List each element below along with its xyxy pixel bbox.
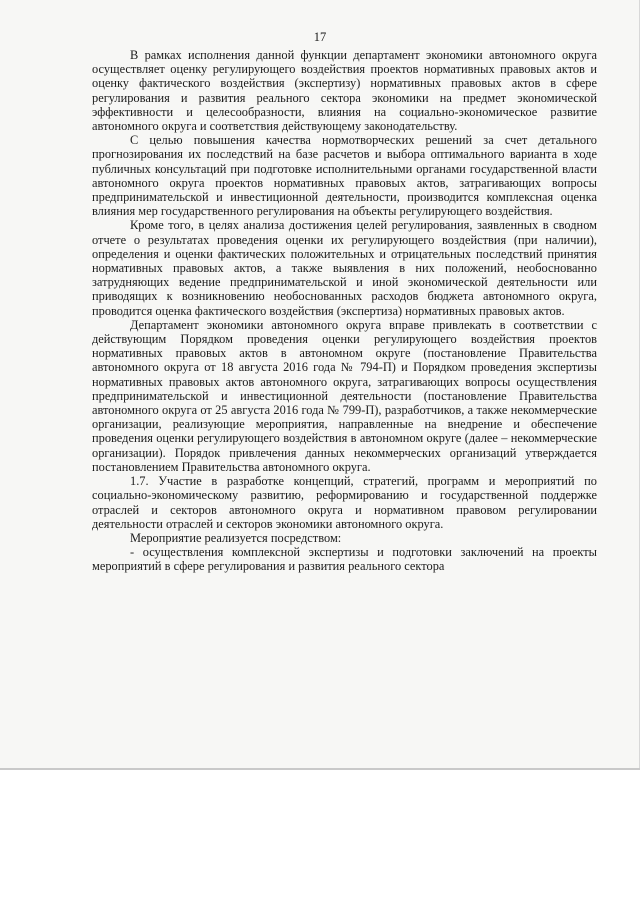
page-number: 17 [313,30,327,44]
paragraph-6: Мероприятие реализуется посредством: [130,530,342,545]
paragraph-2: С целью повышения качества нормотворческих решений за счет детального прогнозирования их последствий на базе расчетов и выбора оптимального варианта в ходе публичных консультаций при подготовке исполнительными органами государственной власти автономного округа проектов нормативных правовых актов, затрагивающих вопросы предпринимательской и инвестиционной деятельности, производится комплексная оценка влияния мер государственного регулирования на объекты регулирующего воздействия. [92,133,597,219]
paragraph-7: - осуществления комплексной экспертизы и подготовки заключений на проекты мероприятий в сфере регулирования и развития реального сектора [92,545,597,574]
paragraph-4: Департамент экономики автономного округа вправе привлекать в соответствии с действующим Порядком проведения оценки регулирующего воздействия проектов нормативных правовых актов в автономном округе (постановление Правительства автономного округа от 18 августа 2016 года № 794-П) и Порядком проведения экспертизы нормативных правовых актов автономного округа, затрагивающих вопросы осуществления предпринимательской и инвестиционной деятельности (постановление Правительства автономного округа от 25 августа 2016 года № 799-П), разработчиков, а также некоммерческие организации, реализующие мероприятия, направленные на внедрение и обеспечение проведения оценки регулирующего воздействия в автономном округе (далее – некоммерческие организации). Порядок привлечения данных некоммерческих организаций утверждается постановлением Правительства автономного округа. [92,317,597,474]
paragraph-5: 1.7. Участие в разработке концепций, стратегий, программ и мероприятий по социально-экономическому развитию, реформированию и государственной поддержке отраслей и секторов автономного округа и нормативном правовом регулировании деятельности отраслей и секторов экономики автономного округа. [92,474,597,531]
page-bottom-edge [0,768,640,770]
paragraph-1: В рамках исполнения данной функции департамент экономики автономного округа осуществляет оценку регулирующего воздействия проектов нормативных правовых актов и оценку фактического воздействия (экспертизу) нормативных правовых актов в сфере регулирования и развития реального сектора экономики на предмет экономической эффективности и целесообразности, влияния на социально-экономическое развитие автономного округа и соответствия действующему законодательству. [92,48,597,134]
body-text [92,48,597,574]
paragraph-3: Кроме того, в целях анализа достижения целей регулирования, заявленных в сводном отчете о результатах проведения оценки их регулирующего воздействия (при наличии), определения и оценки фактических положительных и отрицательных последствий принятия нормативных правовых актов, а также выявления в них положений, необоснованно затрудняющих ведение предпринимательской и иной экономической деятельности или приводящих к возникновению необоснованных расходов бюджета автономного округа, проводится оценка фактического воздействия (экспертиза) нормативных правовых актов. [92,218,597,318]
